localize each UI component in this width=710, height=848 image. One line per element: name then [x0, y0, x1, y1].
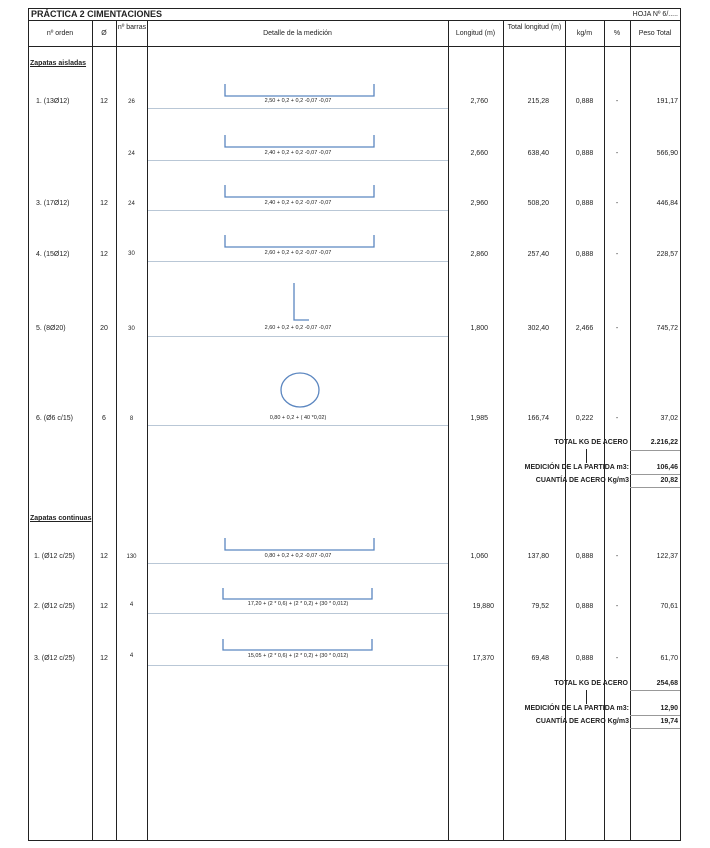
sheet-number: HOJA Nº 6/..... — [632, 11, 678, 18]
cell-longitud: 2,760 — [470, 98, 488, 105]
tick-rule — [604, 449, 605, 463]
row-separator — [148, 563, 448, 564]
cell-diam: 6 — [102, 415, 106, 422]
row-separator — [148, 160, 448, 161]
cell-barras: 26 — [128, 99, 135, 105]
cell-total-longitud: 166,74 — [527, 415, 549, 422]
cell-detalle: 17,20 + (2 * 0,6) + (2 * 0,2) + (30 * 0,012) — [247, 601, 349, 607]
cell-total-longitud: 69,48 — [531, 655, 549, 662]
col-header-detalle: Detalle de la medición — [263, 30, 332, 37]
cell-orden: 3. (17Ø12) — [36, 200, 70, 207]
col-header-diam: Ø — [101, 30, 107, 37]
cell-detalle: 15,05 + (2 * 0,6) + (2 * 0,2) + (30 * 0,012) — [247, 653, 349, 659]
cell-longitud: 2,860 — [470, 251, 488, 258]
cell-diam: 20 — [100, 325, 108, 332]
total-rule — [630, 487, 680, 488]
cell-diam: 12 — [100, 655, 108, 662]
col-rule — [92, 20, 93, 841]
u-bar-shape-icon — [222, 638, 374, 651]
col-rule — [448, 20, 449, 841]
total-rule — [630, 715, 680, 716]
u-bar-shape-icon — [224, 83, 376, 97]
cell-total-longitud: 215,28 — [527, 98, 549, 105]
cell-barras: 4 — [129, 602, 134, 608]
cell-peso: 70,61 — [660, 603, 678, 610]
cell-peso: 122,37 — [656, 553, 678, 560]
cell-orden: 3. (Ø12 c/25) — [34, 655, 75, 662]
cell-peso: 37,02 — [660, 415, 678, 422]
cell-longitud: 1,060 — [470, 553, 488, 560]
total-rule — [630, 690, 680, 691]
cell-pct: - — [615, 655, 619, 662]
cell-orden: 5. (8Ø20) — [36, 325, 66, 332]
total-kg-value: 254,68 — [656, 680, 678, 687]
cell-total-longitud: 638,40 — [527, 150, 549, 157]
tick-rule — [586, 449, 587, 463]
cell-longitud: 2,960 — [470, 200, 488, 207]
l-bar-shape-icon — [293, 283, 311, 321]
cell-detalle: 2,40 + 0,2 + 0,2 -0,07 -0,07 — [264, 200, 332, 206]
cell-detalle: 0,80 + 0,2 + 0,2 -0,07 -0,07 — [264, 553, 332, 559]
frame-bottom — [28, 840, 681, 841]
cell-total-longitud: 257,40 — [527, 251, 549, 258]
cell-diam: 12 — [100, 553, 108, 560]
col-header-longitud: Longitud (m) — [455, 30, 496, 37]
cell-kgm: 0,222 — [575, 415, 594, 422]
u-bar-shape-icon — [224, 184, 376, 198]
circle-stirrup-shape-icon — [280, 372, 320, 408]
cell-barras: 130 — [126, 554, 137, 560]
cell-total-longitud: 137,80 — [527, 553, 549, 560]
cell-longitud: 17,370 — [472, 655, 494, 662]
cell-barras: 30 — [128, 251, 135, 257]
cell-pct: - — [615, 603, 619, 610]
cell-longitud: 19,880 — [472, 603, 494, 610]
medicion-value: 106,46 — [656, 464, 678, 471]
row-separator — [148, 665, 448, 666]
cell-barras: 30 — [128, 326, 135, 332]
cell-barras: 8 — [129, 416, 134, 422]
cell-peso: 446,84 — [656, 200, 678, 207]
cell-pct: - — [615, 200, 619, 207]
cell-pct: - — [615, 251, 619, 258]
total-kg-value: 2.216,22 — [650, 439, 678, 446]
cell-kgm: 0,888 — [575, 150, 594, 157]
col-rule — [116, 20, 117, 841]
row-separator — [148, 425, 448, 426]
cuantia-value: 20,82 — [660, 477, 678, 484]
cell-total-longitud: 508,20 — [527, 200, 549, 207]
u-bar-shape-icon — [222, 587, 374, 600]
frame-left — [28, 8, 29, 841]
cell-orden: 4. (15Ø12) — [36, 251, 70, 258]
row-separator — [148, 261, 448, 262]
medicion-value: 12,90 — [660, 705, 678, 712]
section-title-aisladas: Zapatas aisladas — [30, 60, 87, 67]
section-title-continuas: Zapatas continuas — [30, 515, 92, 522]
cell-longitud: 1,800 — [470, 325, 488, 332]
cell-pct: - — [615, 325, 619, 332]
cell-pct: - — [615, 415, 619, 422]
cell-peso: 191,17 — [656, 98, 678, 105]
row-separator — [148, 336, 448, 337]
cell-diam: 12 — [100, 98, 108, 105]
tick-rule — [586, 690, 587, 704]
cell-peso: 566,90 — [656, 150, 678, 157]
sheet-title: PRÁCTICA 2 CIMENTACIONES — [31, 9, 163, 19]
col-header-peso: Peso Total — [638, 30, 672, 37]
total-kg-label: TOTAL KG DE ACERO — [554, 680, 628, 687]
cell-kgm: 0,888 — [575, 251, 594, 258]
cell-orden: 1. (Ø12 c/25) — [34, 553, 75, 560]
cell-peso: 228,57 — [656, 251, 678, 258]
tick-rule — [604, 690, 605, 704]
total-kg-label: TOTAL KG DE ACERO — [554, 439, 628, 446]
cuantia-label: CUANTÍA DE ACERO Kg/m3 — [535, 477, 629, 484]
row-separator — [148, 210, 448, 211]
cell-detalle: 0,80 + 0,2 + ( 40 *0,02) — [269, 415, 327, 421]
cell-diam: 12 — [100, 603, 108, 610]
cell-kgm: 0,888 — [575, 655, 594, 662]
total-rule — [630, 474, 680, 475]
cell-orden: 6. (Ø6 c/15) — [36, 415, 73, 422]
col-header-total-longitud: Total longitud (m) — [507, 24, 562, 31]
cell-kgm: 0,888 — [575, 553, 594, 560]
cell-kgm: 2,466 — [575, 325, 594, 332]
row-separator — [148, 108, 448, 109]
u-bar-shape-icon — [224, 234, 376, 248]
col-header-kgm: kg/m — [576, 30, 593, 37]
cell-kgm: 0,888 — [575, 603, 594, 610]
col-header-barras: nº barras — [117, 24, 147, 31]
cell-orden: 1. (13Ø12) — [36, 98, 70, 105]
cell-longitud: 1,985 — [470, 415, 488, 422]
cell-barras: 4 — [129, 653, 134, 659]
medicion-label: MEDICIÓN DE LA PARTIDA m3: — [524, 464, 629, 471]
cell-barras: 24 — [128, 151, 135, 157]
col-rule — [147, 20, 148, 841]
title-rule — [28, 20, 681, 21]
cuantia-value: 19,74 — [660, 718, 678, 725]
medicion-label: MEDICIÓN DE LA PARTIDA m3: — [524, 705, 629, 712]
cell-detalle: 2,50 + 0,2 + 0,2 -0,07 -0,07 — [264, 98, 332, 104]
cell-orden: 2. (Ø12 c/25) — [34, 603, 75, 610]
row-separator — [148, 613, 448, 614]
cell-detalle: 2,40 + 0,2 + 0,2 -0,07 -0,07 — [264, 150, 332, 156]
u-bar-shape-icon — [224, 537, 376, 551]
header-rule — [28, 46, 681, 47]
cuantia-label: CUANTÍA DE ACERO Kg/m3 — [535, 718, 629, 725]
cell-detalle: 2,60 + 0,2 + 0,2 -0,07 -0,07 — [264, 325, 332, 331]
cell-diam: 12 — [100, 200, 108, 207]
col-header-orden: nº orden — [46, 30, 74, 37]
cell-pct: - — [615, 150, 619, 157]
cell-barras: 24 — [128, 201, 135, 207]
cell-diam: 12 — [100, 251, 108, 258]
cell-longitud: 2,660 — [470, 150, 488, 157]
cell-total-longitud: 79,52 — [531, 603, 549, 610]
cell-pct: - — [615, 98, 619, 105]
cell-peso: 61,70 — [660, 655, 678, 662]
frame-right — [680, 8, 681, 841]
cell-pct: - — [615, 553, 619, 560]
total-rule — [630, 450, 680, 451]
total-rule — [630, 728, 680, 729]
col-header-pct: % — [613, 30, 621, 37]
cell-kgm: 0,888 — [575, 200, 594, 207]
cell-peso: 745,72 — [656, 325, 678, 332]
cell-detalle: 2,60 + 0,2 + 0,2 -0,07 -0,07 — [264, 250, 332, 256]
cell-total-longitud: 302,40 — [527, 325, 549, 332]
cell-kgm: 0,888 — [575, 98, 594, 105]
u-bar-shape-icon — [224, 134, 376, 148]
